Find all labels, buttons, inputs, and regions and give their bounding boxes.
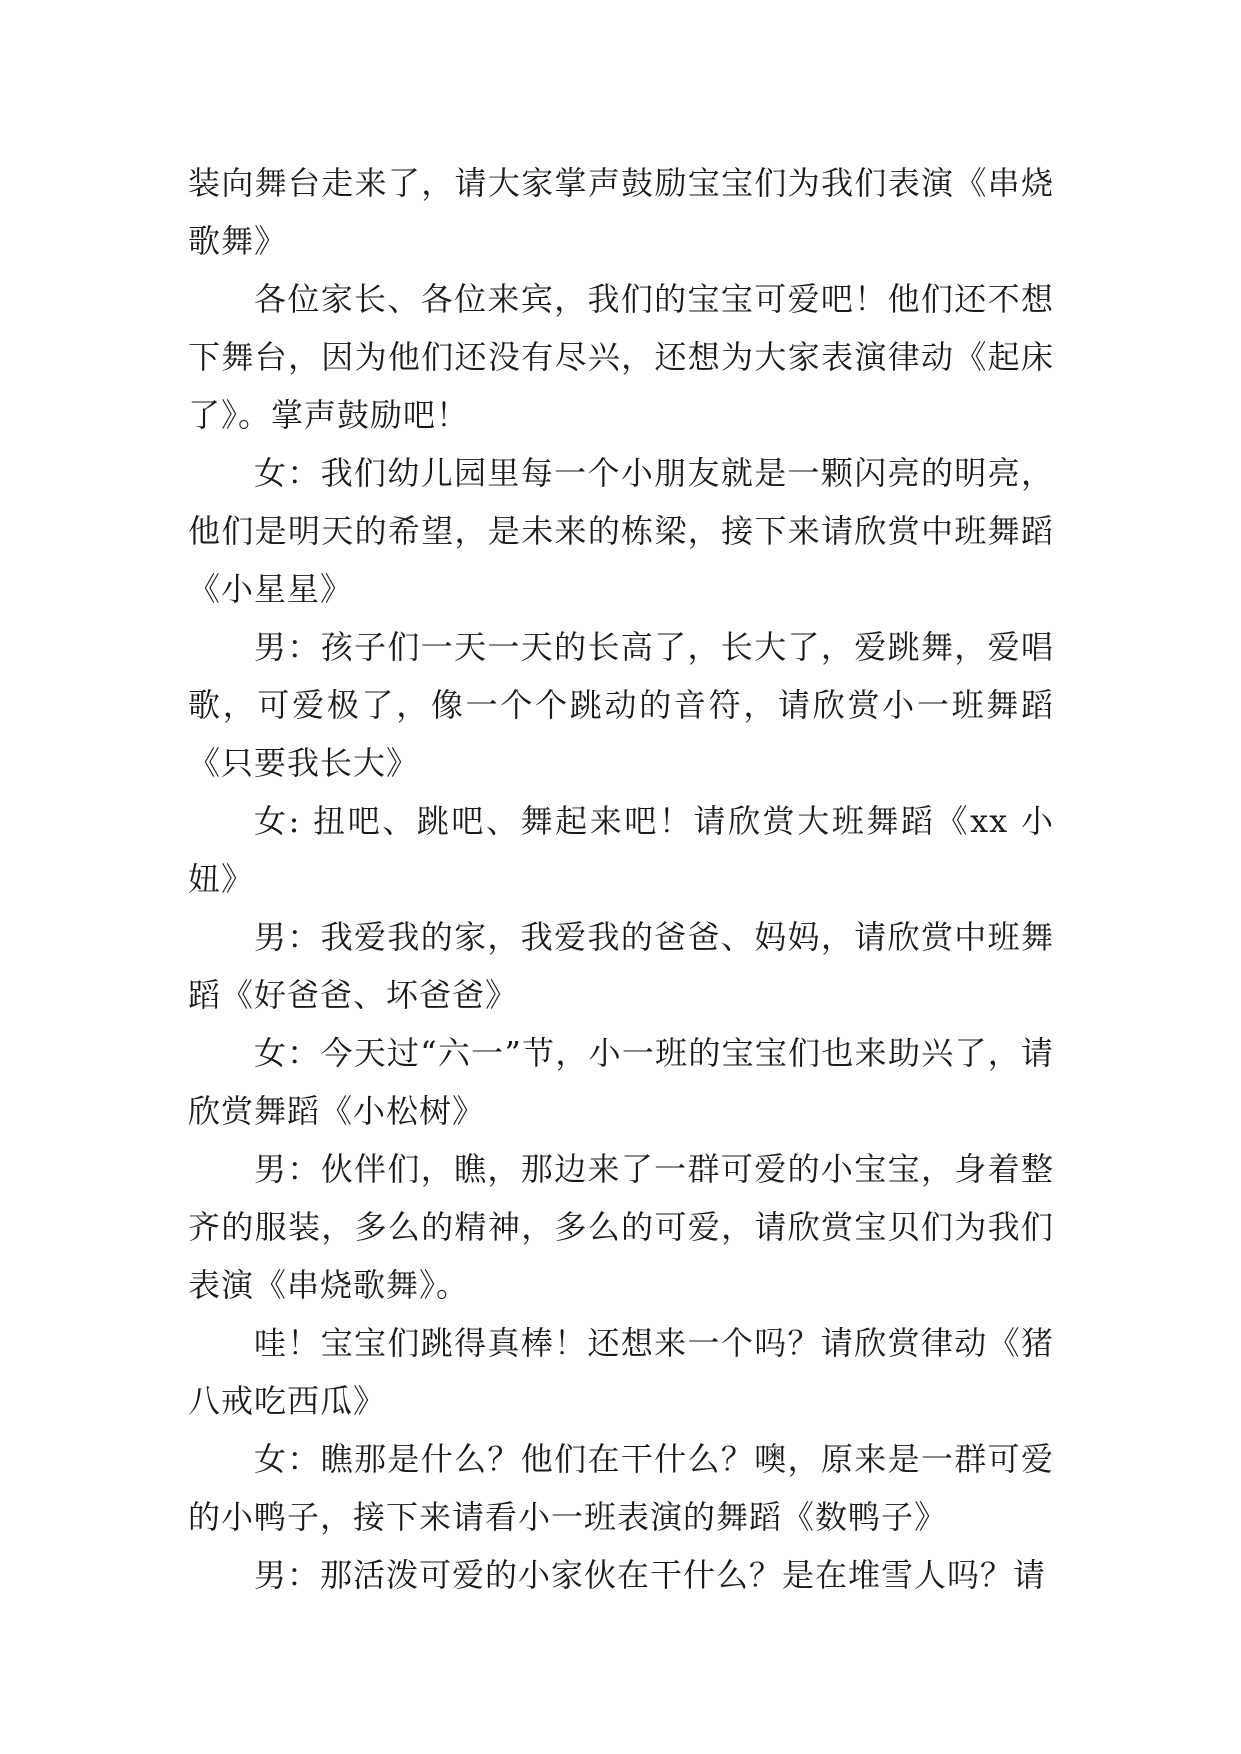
- paragraph: 男：那活泼可爱的小家伙在干什么？是在堆雪人吗？请: [254, 1556, 1047, 1594]
- paragraph: 女：今天过“六一”节，小一班的宝宝们也来助兴了，请欣赏舞蹈《小松树》: [188, 1034, 1054, 1130]
- paragraph: 男：伙伴们，瞧，那边来了一群可爱的小宝宝，身着整齐的服装，多么的精神，多么的可爱，请欣赏宝贝们为我们表演《串烧歌舞》。: [188, 1150, 1054, 1304]
- paragraph: 女: 扭吧、跳吧、舞起来吧！请欣赏大班舞蹈《xx 小妞》: [188, 802, 1054, 898]
- paragraph: 男：孩子们一天一天的长高了，长大了，爱跳舞，爱唱歌，可爱极了，像一个个跳动的音符，请欣赏小一班舞蹈《只要我长大》: [188, 628, 1054, 782]
- paragraph: 女：我们幼儿园里每一个小朋友就是一颗闪亮的明亮，他们是明天的希望，是未来的栋梁，接下来请欣赏中班舞蹈《小星星》: [188, 454, 1054, 608]
- document-body: [188, 154, 1054, 1604]
- paragraph: 哇！宝宝们跳得真棒！还想来一个吗？请欣赏律动《猪八戒吃西瓜》: [188, 1324, 1054, 1420]
- paragraph: 装向舞台走来了，请大家掌声鼓励宝宝们为我们表演《串烧歌舞》: [188, 164, 1054, 260]
- paragraph: 女：瞧那是什么？他们在干什么？噢，原来是一群可爱的小鸭子，接下来请看小一班表演的舞蹈《数鸭子》: [188, 1440, 1054, 1536]
- paragraph: 男：我爱我的家，我爱我的爸爸、妈妈，请欣赏中班舞蹈《好爸爸、坏爸爸》: [188, 918, 1054, 1014]
- paragraph: 各位家长、各位来宾，我们的宝宝可爱吧！他们还不想下舞台，因为他们还没有尽兴，还想为大家表演律动《起床了》。掌声鼓励吧！: [188, 280, 1054, 434]
